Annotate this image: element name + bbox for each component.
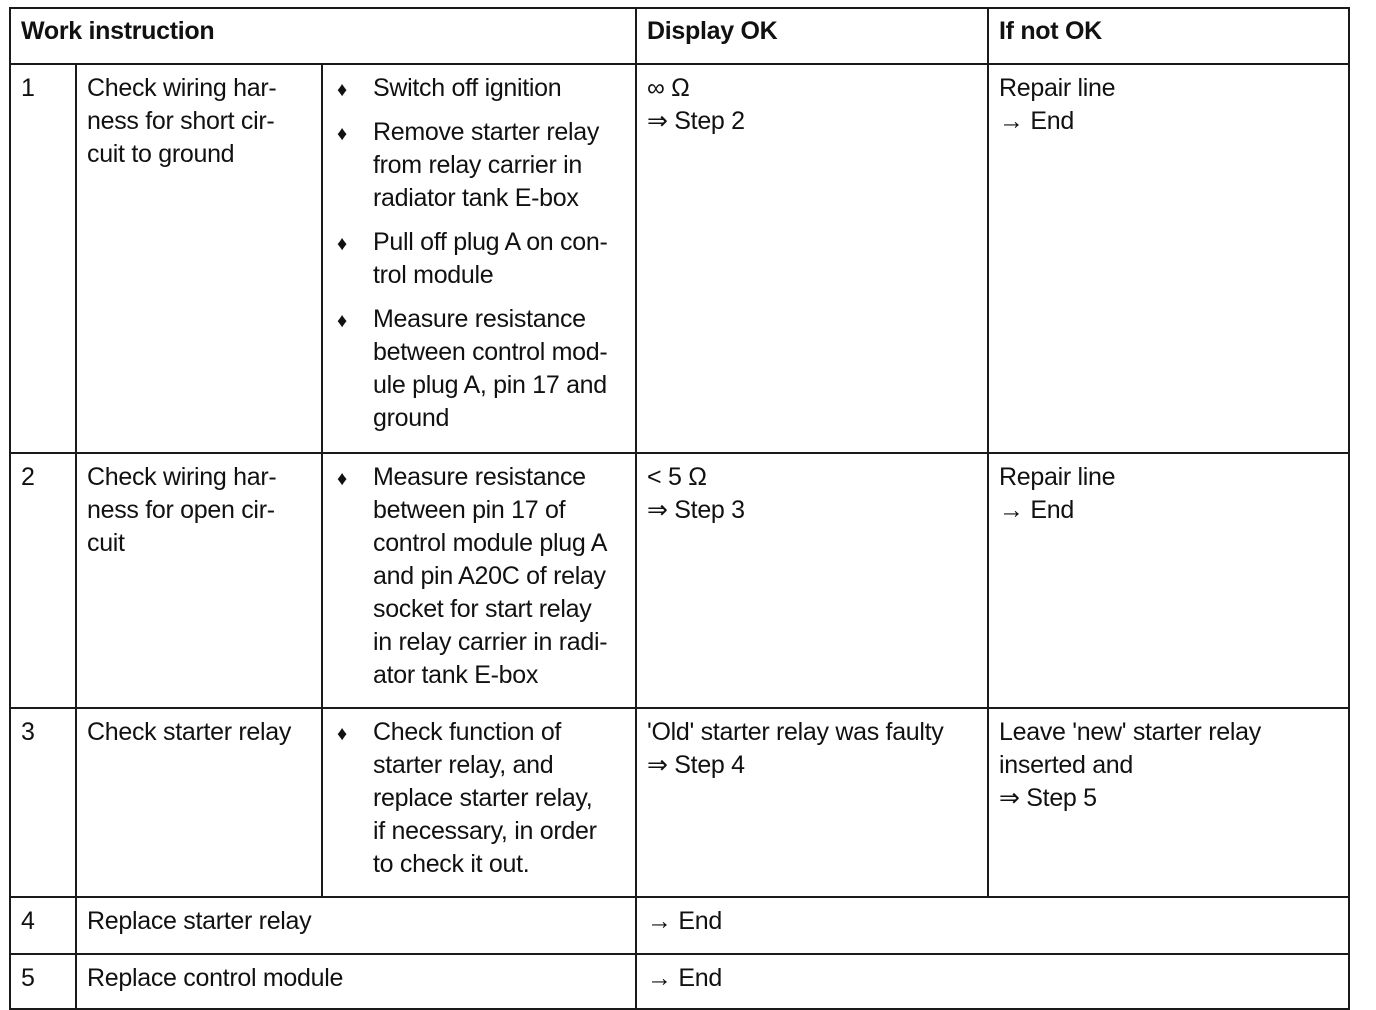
header-row — [10, 8, 1349, 64]
diamond-bullet-icon: ♦ — [337, 123, 347, 145]
text-line: to check it out. — [373, 850, 530, 878]
header-work-instruction: Work instruction — [10, 8, 636, 64]
text-line: replace starter relay, — [373, 784, 593, 812]
text-line: socket for start relay — [373, 595, 592, 623]
text-line: from relay carrier in — [373, 151, 583, 179]
header-display-ok: Display OK — [636, 8, 988, 64]
procedure-steps — [322, 453, 636, 708]
text-line: Remove starter relay — [373, 118, 600, 146]
if-not-ok-cell — [988, 708, 1349, 897]
step-number: 1 — [10, 64, 76, 453]
procedure-steps — [322, 64, 636, 453]
text-line: 'Old' starter relay was faulty — [647, 718, 944, 746]
text-line: Leave 'new' starter relay — [999, 718, 1261, 746]
result-cell: → End — [636, 897, 1349, 954]
display-ok-cell — [636, 64, 988, 453]
text-line: Check wiring har- — [87, 74, 277, 102]
text-line: cuit — [87, 529, 125, 557]
text-line: ⇒ Step 2 — [647, 107, 745, 135]
step-number: 2 — [10, 453, 76, 708]
list-item — [333, 72, 625, 105]
header-if-not-ok: If not OK — [988, 8, 1349, 64]
step-number: 3 — [10, 708, 76, 897]
check-description — [76, 64, 322, 453]
text-line: Check function of — [373, 718, 562, 746]
table-row — [10, 897, 1349, 954]
if-not-ok-cell — [988, 64, 1349, 453]
diamond-bullet-icon: ♦ — [337, 79, 347, 101]
instruction-cell: Replace control module — [76, 954, 636, 1009]
text-line: ⇒ Step 3 — [647, 496, 745, 524]
text-line: and pin A20C of relay — [373, 562, 606, 590]
text-line: ground — [373, 404, 450, 432]
text-line: Repair line — [999, 463, 1116, 491]
text-line: ⇒ Step 5 — [999, 784, 1097, 812]
display-ok-cell — [636, 453, 988, 708]
check-description — [76, 708, 322, 897]
result-cell: → End — [636, 954, 1349, 1009]
text-line: ∞ Ω — [647, 74, 690, 102]
list-item — [333, 116, 625, 215]
step-number: 5 — [10, 954, 76, 1009]
step-number: 4 — [10, 897, 76, 954]
text-line: between pin 17 of — [373, 496, 566, 524]
text-line: starter relay, and — [373, 751, 554, 779]
text-line: Measure resistance — [373, 463, 586, 491]
text-line: ness for open cir- — [87, 496, 275, 524]
text-line: ule plug A, pin 17 and — [373, 371, 607, 399]
text-line: cuit to ground — [87, 140, 235, 168]
text-line: inserted and — [999, 751, 1134, 779]
text-line: Check starter relay — [87, 718, 292, 746]
text-line: control module plug A — [373, 529, 608, 557]
text-line: if necessary, in order — [373, 817, 597, 845]
text-line: → End — [999, 496, 1074, 524]
diamond-bullet-icon: ♦ — [337, 310, 347, 332]
text-line: between control mod- — [373, 338, 608, 366]
diamond-bullet-icon: ♦ — [337, 233, 347, 255]
text-line: < 5 Ω — [647, 463, 707, 491]
display-ok-cell — [636, 708, 988, 897]
table-row — [10, 64, 1349, 453]
instruction-cell: Replace starter relay — [76, 897, 636, 954]
text-line: ness for short cir- — [87, 107, 275, 135]
text-line: in relay carrier in radi- — [373, 628, 608, 656]
table-row — [10, 954, 1349, 1009]
text-line: trol module — [373, 261, 494, 289]
table-row — [10, 708, 1349, 897]
check-description — [76, 453, 322, 708]
text-line: ⇒ Step 4 — [647, 751, 745, 779]
list-item — [333, 226, 625, 292]
list-item — [333, 716, 625, 881]
procedure-steps — [322, 708, 636, 897]
text-line: Pull off plug A on con- — [373, 228, 608, 256]
diamond-bullet-icon: ♦ — [337, 723, 347, 745]
diamond-bullet-icon: ♦ — [337, 468, 347, 490]
table-row — [10, 453, 1349, 708]
text-line: radiator tank E-box — [373, 184, 579, 212]
text-line: → End — [999, 107, 1074, 135]
if-not-ok-cell — [988, 453, 1349, 708]
text-line: Check wiring har- — [87, 463, 277, 491]
text-line: Measure resistance — [373, 305, 586, 333]
text-line: Repair line — [999, 74, 1116, 102]
text-line: ator tank E-box — [373, 661, 539, 689]
list-item — [333, 303, 625, 435]
work-instruction-table — [9, 7, 1350, 1010]
list-item — [333, 461, 625, 692]
text-line: Switch off ignition — [373, 74, 562, 102]
